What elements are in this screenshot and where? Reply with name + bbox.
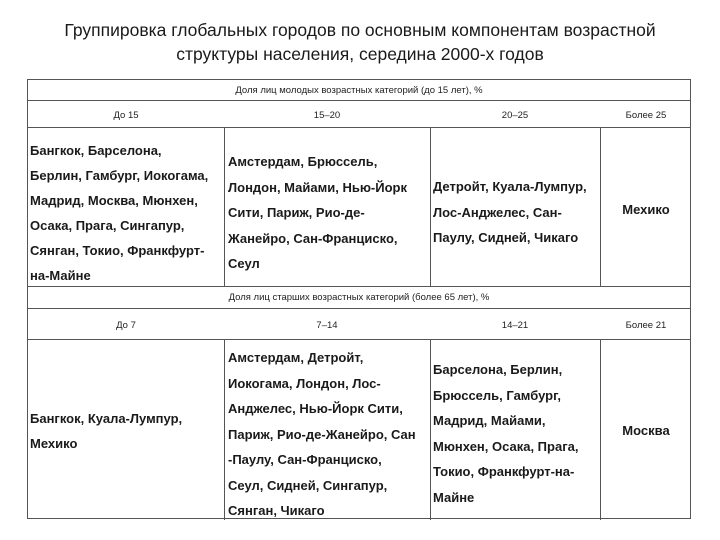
young-cell-under-15	[30, 138, 208, 288]
city-line: Москва	[622, 423, 670, 438]
row-divider	[28, 308, 690, 309]
city-line: Лондон, Майами, Нью-Йорк	[228, 179, 407, 195]
col-divider	[430, 127, 431, 286]
city-line: Париж, Рио-де-Жанейро, Сан	[228, 426, 416, 442]
city-line: Майне	[433, 489, 475, 505]
city-line: Бангкок, Куала-Лумпур,	[30, 411, 183, 426]
city-line: Осака, Прага, Сингапур,	[30, 218, 185, 233]
young-cell-over-25	[600, 200, 692, 220]
old-cell-under-7	[30, 406, 182, 456]
city-line: Иокогама, Лондон, Лос-	[228, 375, 381, 391]
city-line: на-Майне	[30, 268, 91, 283]
city-line: Берлин, Гамбург, Иокогама,	[30, 168, 209, 183]
col-divider	[224, 339, 225, 520]
row-divider	[28, 127, 690, 128]
young-header-1: До 15	[113, 110, 139, 121]
city-line: Сянган, Чикаго	[228, 503, 325, 518]
old-cell-14-21	[433, 357, 578, 510]
city-line: Мадрид, Майами,	[433, 413, 546, 428]
city-line: Детройт, Куала-Лумпур,	[433, 179, 587, 194]
old-header-2: 7–14	[316, 320, 338, 331]
col-divider	[430, 339, 431, 520]
old-header-1: До 7	[116, 320, 136, 331]
old-cell-over-21	[600, 421, 692, 441]
young-section-caption: Доля лиц молодых возрастных категорий (до 15 лет), %	[235, 85, 483, 96]
young-cell-15-20	[228, 149, 407, 277]
old-header-4: Более 21	[625, 320, 667, 331]
title-line-2: структуры населения, середина 2000-х годов	[176, 44, 544, 64]
age-structure-table	[27, 79, 691, 519]
city-line: Сеул	[228, 256, 260, 271]
city-line: Сянган, Токио, Франкфурт-	[30, 243, 205, 258]
city-line: Жанейро, Сан-Франциско,	[228, 230, 398, 246]
city-line: Паулу, Сидней, Чикаго	[433, 230, 579, 245]
col-divider	[224, 127, 225, 286]
row-divider	[28, 100, 690, 101]
city-line: Брюссель, Гамбург,	[433, 387, 561, 403]
city-line: Мехико	[30, 436, 78, 451]
title-line-1: Группировка глобальных городов по основным компонентам возрастной	[64, 20, 656, 40]
young-cell-20-25	[433, 174, 587, 251]
city-line: Мехико	[622, 202, 670, 217]
young-header-4: Более 25	[625, 110, 667, 121]
old-section-caption: Доля лиц старших возрастных категорий (более 65 лет), %	[228, 292, 490, 303]
old-cell-7-14	[228, 345, 416, 524]
city-line: Сеул, Сидней, Сингапур,	[228, 477, 388, 493]
city-line: Сити, Париж, Рио-де-	[228, 205, 365, 220]
old-header-3: 14–21	[501, 320, 529, 331]
young-header-3: 20–25	[501, 110, 529, 121]
city-line: Лос-Анджелес, Сан-	[433, 204, 562, 220]
city-line: Амстердам, Детройт,	[228, 350, 364, 365]
city-line: Токио, Франкфурт-на-	[433, 464, 575, 479]
city-line: Барселона, Берлин,	[433, 362, 563, 377]
city-line: Бангкок, Барселона,	[30, 143, 162, 158]
city-line: Мюнхен, Осака, Прага,	[433, 438, 579, 454]
young-header-2: 15–20	[313, 110, 341, 121]
city-line: -Паулу, Сан-Франциско,	[228, 452, 382, 467]
city-line: Амстердам, Брюссель,	[228, 154, 378, 169]
city-line: Мадрид, Москва, Мюнхен,	[30, 193, 198, 208]
city-line: Анджелес, Нью-Йорк Сити,	[228, 401, 403, 416]
row-divider	[28, 339, 690, 340]
page-title	[40, 18, 680, 66]
